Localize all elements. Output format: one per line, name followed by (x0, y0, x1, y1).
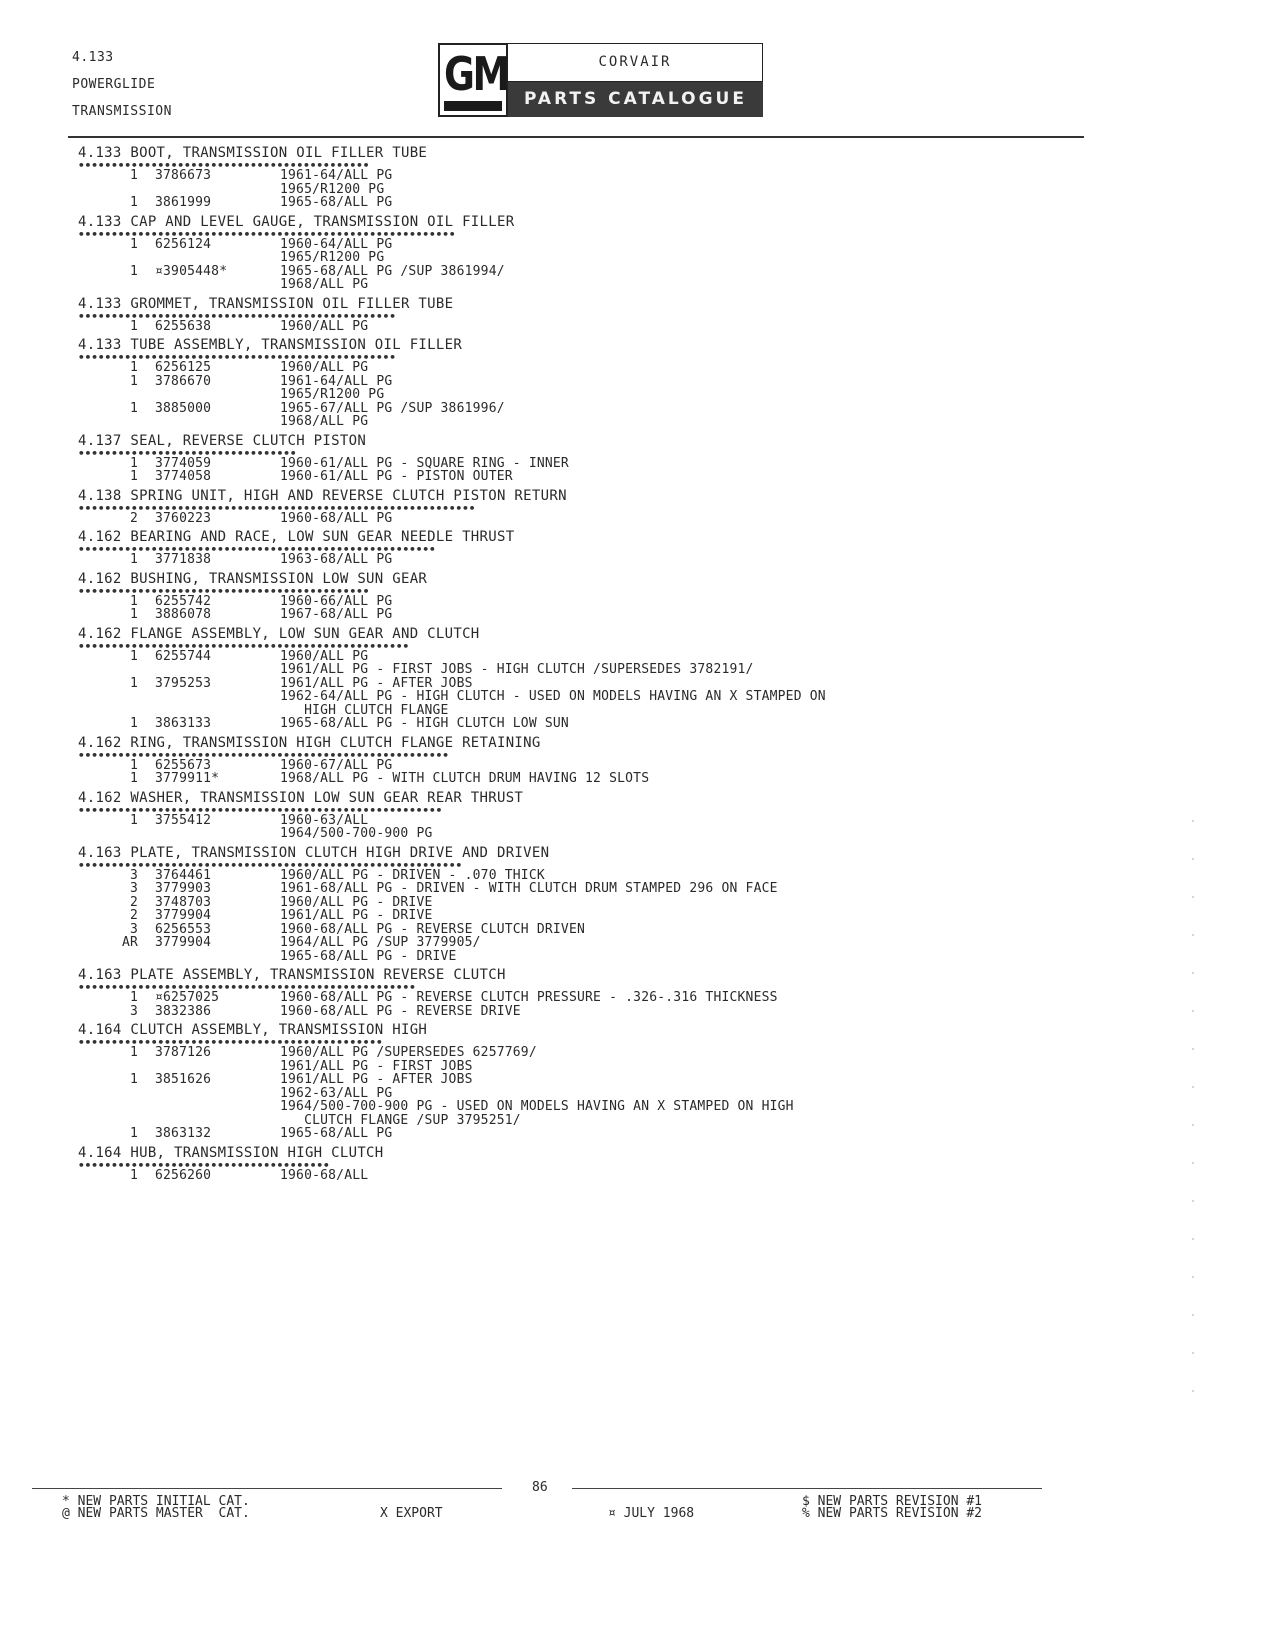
part-quantity: 1 (129, 1072, 138, 1087)
part-row (78, 896, 1078, 910)
part-row (78, 553, 1078, 567)
part-row (78, 265, 1078, 279)
part-section (78, 790, 1078, 841)
part-row (78, 238, 1078, 252)
part-quantity (78, 388, 138, 402)
part-number (138, 704, 280, 718)
part-application: 1967-68/ALL PG (280, 607, 393, 622)
part-application: 1960-61/ALL PG - PISTON OUTER (280, 469, 513, 484)
part-section-title: 4.162 BUSHING, TRANSMISSION LOW SUN GEAR (78, 570, 428, 587)
brand-name: CORVAIR (508, 43, 763, 82)
part-quantity: 3 (129, 867, 138, 883)
leader-dots: •••••••••••••••••••••••••••••••••••••••••••••••••••••••• (78, 751, 449, 759)
part-application: 1964/500-700-900 PG (280, 826, 433, 841)
part-number (138, 950, 280, 964)
part-number: ¤6257025 (155, 990, 220, 1005)
part-section (78, 214, 1078, 292)
part-number: 3779903 (155, 881, 212, 896)
part-quantity: AR (121, 935, 138, 950)
part-number (138, 415, 280, 429)
part-quantity: 1 (129, 455, 138, 471)
part-quantity: 1 (129, 1167, 138, 1183)
part-number (138, 1100, 280, 1114)
part-section (78, 735, 1078, 786)
part-quantity: 1 (129, 1126, 138, 1141)
part-number: 3779904 (155, 908, 212, 923)
part-row (78, 169, 1078, 183)
part-number: 3863133 (155, 716, 212, 731)
part-row (78, 650, 1078, 664)
part-quantity: 1 (129, 593, 138, 609)
part-row (78, 402, 1078, 416)
part-application: CLUTCH FLANGE /SUP 3795251/ (280, 1112, 521, 1128)
leader-dots: •••••••••••••••••••••••••••••••••••••••••••••••••••••••••• (78, 861, 463, 869)
part-application: 1960-64/ALL PG (280, 236, 393, 252)
part-row (78, 1073, 1078, 1087)
section-name-line2: TRANSMISSION (72, 104, 172, 119)
part-quantity (78, 663, 138, 677)
part-row (78, 950, 1078, 964)
part-number (138, 1114, 280, 1128)
part-application: 1961/ALL PG - FIRST JOBS - HIGH CLUTCH /SUPERSEDES 3782191/ (280, 662, 754, 677)
part-application: 1960/ALL PG (280, 360, 369, 375)
part-row (78, 717, 1078, 731)
part-number (138, 827, 280, 841)
part-number: ¤3905448* (155, 263, 228, 279)
part-number (138, 388, 280, 402)
part-quantity: 1 (129, 716, 138, 731)
part-number: 3851626 (155, 1072, 212, 1087)
leader-dots: •••••••••••••••••••••••••••••••••••••••••••••••• (78, 354, 396, 361)
part-application: 1965-68/ALL PG /SUP 3861994/ (280, 263, 505, 279)
part-row (78, 375, 1078, 389)
part-row (78, 1060, 1078, 1074)
part-quantity: 1 (129, 757, 138, 773)
part-application: 1961/ALL PG - FIRST JOBS (280, 1058, 473, 1074)
catalogue-title: PARTS CATALOGUE (508, 82, 763, 117)
part-number (138, 690, 280, 704)
part-row (78, 320, 1078, 334)
part-number: 3787126 (155, 1045, 212, 1060)
part-row (78, 759, 1078, 773)
part-section (78, 967, 1078, 1018)
part-application: 1960-68/ALL PG - REVERSE DRIVE (280, 1003, 521, 1019)
part-application: 1961-64/ALL PG (280, 373, 393, 389)
part-row (78, 470, 1078, 484)
legend-export: X EXPORT (380, 1506, 443, 1521)
part-application: 1963-68/ALL PG (280, 552, 393, 567)
part-application: 1965/R1200 PG (280, 250, 385, 265)
part-number (138, 1087, 280, 1101)
part-section-title: 4.133 BOOT, TRANSMISSION OIL FILLER TUBE (78, 145, 428, 161)
part-quantity: 1 (129, 373, 138, 389)
legend-revision-1: $ NEW PARTS REVISION #1 (802, 1494, 983, 1509)
part-number: 6255744 (155, 648, 212, 664)
leader-dots: ••••••••••••••••••••••••••••••••••••••••••••••••••• (78, 984, 416, 991)
part-quantity: 1 (129, 675, 138, 691)
part-quantity (78, 827, 138, 841)
part-application: 1960/ALL PG - DRIVEN - .070 THICK (280, 867, 545, 883)
legend-initial: * NEW PARTS INITIAL CAT. (62, 1494, 250, 1509)
part-quantity: 3 (129, 921, 138, 937)
footer-rule-left (32, 1488, 502, 1489)
leader-dots: •••••••••••••••••••••••••••••••••••••••••••• (78, 162, 370, 169)
part-row (78, 457, 1078, 471)
part-row (78, 827, 1078, 841)
part-number (138, 278, 280, 292)
part-row (78, 923, 1078, 937)
part-section-title: 4.162 FLANGE ASSEMBLY, LOW SUN GEAR AND CLUTCH (78, 625, 480, 642)
part-quantity: 1 (129, 648, 138, 664)
part-number: 3863132 (155, 1126, 212, 1141)
leader-dots: •••••••••••••••••••••••••••••••••••••••••••• (78, 587, 370, 595)
part-quantity: 2 (129, 908, 138, 923)
section-identifier (72, 44, 172, 125)
part-section (78, 433, 1078, 484)
part-application: 1960/ALL PG (280, 648, 369, 664)
part-section-title: 4.133 TUBE ASSEMBLY, TRANSMISSION OIL FILLER (78, 337, 463, 353)
part-application: 1964/500-700-900 PG - USED ON MODELS HAVING AN X STAMPED ON HIGH (280, 1099, 794, 1114)
part-row (78, 512, 1078, 526)
part-row (78, 909, 1078, 923)
part-row (78, 251, 1078, 265)
part-section (78, 1022, 1078, 1141)
part-section-title: 4.133 GROMMET, TRANSMISSION OIL FILLER TUBE (78, 295, 454, 312)
section-number: 4.133 (72, 50, 114, 65)
part-quantity: 1 (129, 469, 138, 484)
part-quantity: 1 (129, 1045, 138, 1060)
part-section (78, 145, 1078, 210)
part-row (78, 869, 1078, 883)
leader-dots: ••••••••••••••••••••••••••••••••• (78, 449, 297, 457)
part-application: 1960/ALL PG - DRIVE (280, 894, 433, 910)
section-name-line1: POWERGLIDE (72, 77, 156, 92)
part-row (78, 991, 1078, 1005)
part-quantity: 1 (129, 236, 138, 252)
part-row (78, 704, 1078, 718)
part-row (78, 415, 1078, 429)
part-number: 6255673 (155, 757, 212, 773)
part-row (78, 608, 1078, 622)
part-application: 1965-68/ALL PG - DRIVE (280, 948, 457, 964)
part-number: 6256125 (155, 360, 212, 375)
part-row (78, 1114, 1078, 1128)
leader-dots: •••••••••••••••••••••••••••••••••••••••••••••••••••••• (78, 546, 436, 553)
part-quantity (78, 183, 138, 197)
part-row (78, 595, 1078, 609)
part-application: 1961/ALL PG - AFTER JOBS (280, 675, 473, 691)
part-number: 3774059 (155, 455, 212, 471)
part-number: 3886078 (155, 607, 212, 622)
part-number: 3786670 (155, 373, 212, 389)
part-number: 3779911* (155, 771, 220, 786)
part-row (78, 388, 1078, 402)
part-quantity (78, 1114, 138, 1128)
part-row (78, 196, 1078, 210)
part-section (78, 296, 1078, 334)
page-number: 86 (532, 1480, 548, 1495)
part-quantity: 1 (129, 360, 138, 375)
part-row (78, 677, 1078, 691)
part-number: 6256553 (155, 921, 212, 937)
gm-logo (438, 43, 508, 117)
part-application: 1961-64/ALL PG (280, 168, 393, 183)
part-section (78, 337, 1078, 429)
part-section (78, 571, 1078, 622)
part-number: 6255638 (155, 318, 212, 334)
part-quantity (78, 278, 138, 292)
part-number: 3885000 (155, 400, 212, 416)
leader-dots: •••••••••••••••••••••••••••••••••••••••••••••• (78, 1039, 383, 1046)
catalogue-masthead (438, 43, 763, 119)
part-application: 1965-67/ALL PG /SUP 3861996/ (280, 400, 505, 416)
part-application: 1960-63/ALL (280, 812, 369, 828)
leader-dots: •••••••••••••••••••••••••••••••••••••••••••••••••••••••••••• (78, 504, 476, 512)
part-section (78, 488, 1078, 526)
part-quantity: 1 (129, 195, 138, 210)
header-rule (68, 136, 1084, 138)
part-application: 1962-64/ALL PG - HIGH CLUTCH - USED ON MODELS HAVING AN X STAMPED ON (280, 689, 826, 704)
part-section-title: 4.137 SEAL, REVERSE CLUTCH PISTON (78, 432, 367, 449)
part-quantity: 3 (129, 881, 138, 896)
part-number: 3760223 (155, 510, 212, 526)
legend-revision-2: % NEW PARTS REVISION #2 (802, 1506, 983, 1521)
part-quantity: 2 (129, 510, 138, 526)
part-application: 1960-68/ALL PG (280, 510, 393, 526)
gm-logo-bar (444, 101, 502, 111)
part-section (78, 529, 1078, 567)
part-quantity: 1 (129, 168, 138, 183)
part-quantity: 3 (129, 1003, 138, 1019)
part-quantity: 1 (129, 400, 138, 416)
part-application: 1960/ALL PG /SUPERSEDES 6257769/ (280, 1045, 537, 1060)
part-section-title: 4.164 CLUTCH ASSEMBLY, TRANSMISSION HIGH (78, 1022, 428, 1038)
part-row (78, 772, 1078, 786)
part-application: 1961/ALL PG - AFTER JOBS (280, 1072, 473, 1087)
legend-date: ¤ JULY 1968 (608, 1506, 695, 1521)
part-row (78, 361, 1078, 375)
part-number (138, 251, 280, 265)
part-number: 6256124 (155, 236, 212, 252)
part-application: HIGH CLUTCH FLANGE (280, 702, 449, 718)
part-number: 3795253 (155, 675, 212, 691)
part-quantity: 1 (129, 263, 138, 279)
part-application: 1960-67/ALL PG (280, 757, 393, 773)
part-application: 1965/R1200 PG (280, 387, 385, 402)
part-section-title: 4.162 BEARING AND RACE, LOW SUN GEAR NEEDLE THRUST (78, 529, 515, 545)
part-application: 1968/ALL PG - WITH CLUTCH DRUM HAVING 12 SLOTS (280, 771, 650, 786)
part-application: 1960-68/ALL PG - REVERSE CLUTCH PRESSURE - .326-.316 THICKNESS (280, 990, 778, 1005)
footer-rule-right (572, 1488, 1042, 1489)
part-section (78, 626, 1078, 731)
leader-dots: ••••••••••••••••••••••••••••••••••••••••••••••••••••••• (78, 806, 443, 814)
part-application: 1961/ALL PG - DRIVE (280, 908, 433, 923)
part-section-title: 4.162 RING, TRANSMISSION HIGH CLUTCH FLANGE RETAINING (78, 734, 541, 751)
part-section-title: 4.163 PLATE, TRANSMISSION CLUTCH HIGH DRIVE AND DRIVEN (78, 844, 550, 861)
part-application: 1960/ALL PG (280, 318, 369, 334)
part-quantity: 1 (129, 990, 138, 1005)
part-application: 1960-68/ALL PG - REVERSE CLUTCH DRIVEN (280, 921, 586, 937)
part-application: 1968/ALL PG (280, 277, 369, 292)
part-row (78, 1169, 1078, 1183)
part-section (78, 845, 1078, 964)
part-quantity (78, 1100, 138, 1114)
part-application: 1960-66/ALL PG (280, 593, 393, 609)
part-section-title: 4.164 HUB, TRANSMISSION HIGH CLUTCH (78, 1144, 384, 1161)
part-number: 3779904 (155, 935, 212, 950)
part-application: 1962-63/ALL PG (280, 1085, 393, 1101)
part-quantity (78, 950, 138, 964)
part-section (78, 1145, 1078, 1183)
part-number (138, 183, 280, 197)
part-number: 3832386 (155, 1003, 212, 1019)
scan-specks (1192, 820, 1194, 1420)
part-row (78, 1005, 1078, 1019)
gm-logo-letters: GM (444, 47, 508, 101)
part-number: 3755412 (155, 812, 212, 828)
part-application: 1965-68/ALL PG - HIGH CLUTCH LOW SUN (280, 716, 569, 731)
part-row (78, 1046, 1078, 1060)
part-quantity (78, 704, 138, 718)
part-quantity: 1 (129, 318, 138, 334)
part-section-title: 4.162 WASHER, TRANSMISSION LOW SUN GEAR REAR THRUST (78, 789, 524, 806)
part-row (78, 1087, 1078, 1101)
leader-dots: •••••••••••••••••••••••••••••••••••••••••••••••• (78, 312, 396, 320)
part-row (78, 1100, 1078, 1114)
leader-dots: •••••••••••••••••••••••••••••••••••••• (78, 1161, 330, 1169)
part-number (138, 663, 280, 677)
part-number: 3771838 (155, 552, 212, 567)
part-quantity (78, 1060, 138, 1074)
part-application: 1960-68/ALL (280, 1167, 369, 1183)
part-number: 6256260 (155, 1167, 212, 1183)
part-application: 1965-68/ALL PG (280, 195, 393, 210)
part-section-title: 4.133 CAP AND LEVEL GAUGE, TRANSMISSION OIL FILLER (78, 213, 515, 230)
part-quantity (78, 690, 138, 704)
part-application: 1965-68/ALL PG (280, 1126, 393, 1141)
part-row (78, 278, 1078, 292)
parts-listing (78, 145, 1078, 1186)
part-row (78, 936, 1078, 950)
part-quantity: 1 (129, 812, 138, 828)
part-quantity (78, 415, 138, 429)
part-application: 1960-61/ALL PG - SQUARE RING - INNER (280, 455, 569, 471)
part-quantity: 1 (129, 552, 138, 567)
part-number: 3774058 (155, 469, 212, 484)
part-quantity: 1 (129, 771, 138, 786)
leader-dots: ••••••••••••••••••••••••••••••••••••••••••••••••••••••••• (78, 230, 456, 238)
part-number (138, 1060, 280, 1074)
part-row (78, 1127, 1078, 1141)
part-section-title: 4.138 SPRING UNIT, HIGH AND REVERSE CLUTCH PISTON RETURN (78, 487, 567, 504)
part-quantity (78, 251, 138, 265)
part-quantity: 1 (129, 607, 138, 622)
legend-master: @ NEW PARTS MASTER CAT. (62, 1506, 250, 1521)
part-application: 1968/ALL PG (280, 414, 369, 429)
part-row (78, 183, 1078, 197)
part-application: 1961-68/ALL PG - DRIVEN - WITH CLUTCH DRUM STAMPED 296 ON FACE (280, 881, 778, 896)
leader-dots: •••••••••••••••••••••••••••••••••••••••••••••••••• (78, 642, 410, 650)
part-number: 3786673 (155, 168, 212, 183)
part-number: 6255742 (155, 593, 212, 609)
part-row (78, 814, 1078, 828)
part-quantity (78, 1087, 138, 1101)
part-application: 1964/ALL PG /SUP 3779905/ (280, 935, 481, 950)
part-row (78, 690, 1078, 704)
part-quantity: 2 (129, 894, 138, 910)
part-row (78, 663, 1078, 677)
part-number: 3748703 (155, 894, 212, 910)
part-number: 3861999 (155, 195, 212, 210)
part-application: 1965/R1200 PG (280, 181, 385, 197)
part-row (78, 882, 1078, 896)
part-number: 3764461 (155, 867, 212, 883)
part-section-title: 4.163 PLATE ASSEMBLY, TRANSMISSION REVERSE CLUTCH (78, 967, 506, 983)
